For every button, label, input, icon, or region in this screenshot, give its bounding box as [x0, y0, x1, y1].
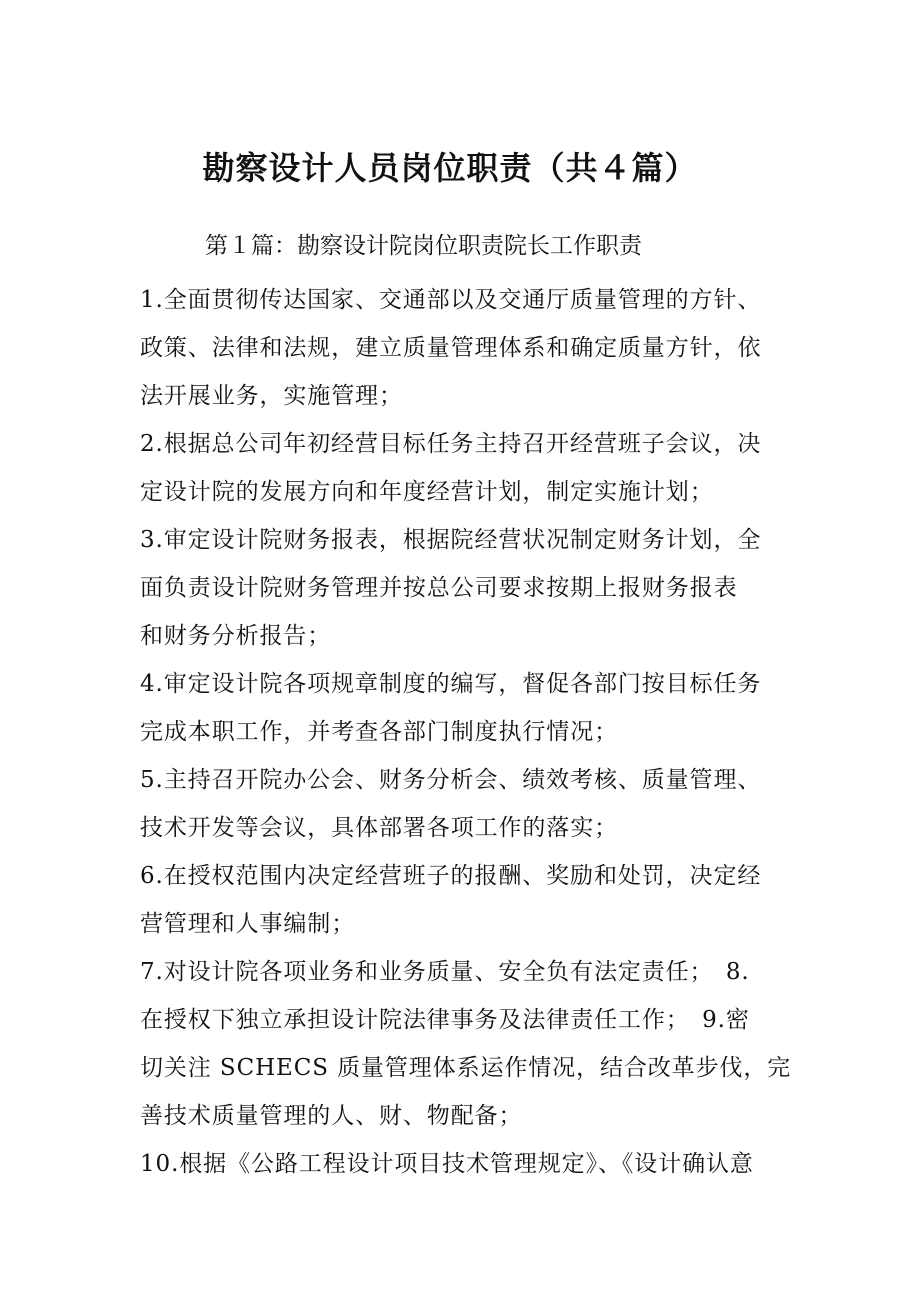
body-text: [140, 276, 802, 1188]
text-line: 营管理和人事编制；: [140, 911, 356, 937]
text-line: 技术开发等会议，具体部署各项工作的落实；: [140, 815, 618, 841]
text-line: 7.对设计院各项业务和业务质量、安全负有法定责任； 8.: [140, 959, 750, 985]
text-line: 和财务分析报告；: [140, 623, 332, 649]
section-subtitle: 第１篇：勘察设计院岗位职责院长工作职责: [205, 233, 642, 259]
text-line: 完成本职工作，并考查各部门制度执行情况；: [140, 719, 618, 745]
text-line: 法开展业务，实施管理；: [140, 383, 403, 409]
text-line: 5.主持召开院办公会、财务分析会、绩效考核、质量管理、: [140, 767, 762, 793]
text-line: 政策、法律和法规，建立质量管理体系和确定质量方针，依: [140, 335, 762, 361]
text-line: 面负责设计院财务管理并按总公司要求按期上报财务报表: [140, 575, 738, 601]
text-line: 在授权下独立承担设计院法律事务及法律责任工作； 9.密: [140, 1007, 750, 1033]
text-line: 10.根据《公路工程设计项目技术管理规定》、《设计确认意: [140, 1151, 754, 1177]
text-line: 善技术质量管理的人、财、物配备；: [140, 1103, 523, 1129]
text-line: 2.根据总公司年初经营目标任务主持召开经营班子会议，决: [140, 431, 762, 457]
text-line: 定设计院的发展方向和年度经营计划，制定实施计划；: [140, 479, 714, 505]
text-line: 3.审定设计院财务报表，根据院经营状况制定财务计划，全: [140, 527, 762, 553]
text-line: 切关注 SCHECS 质量管理体系运作情况，结合改革步伐，完: [140, 1055, 792, 1081]
text-line: 4.审定设计院各项规章制度的编写，督促各部门按目标任务: [140, 671, 762, 697]
document-title: 勘察设计人员岗位职责（共４篇）: [202, 149, 698, 187]
text-line: 6.在授权范围内决定经营班子的报酬、奖励和处罚，决定经: [140, 863, 762, 889]
text-line: 1.全面贯彻传达国家、交通部以及交通厅质量管理的方针、: [140, 287, 762, 313]
